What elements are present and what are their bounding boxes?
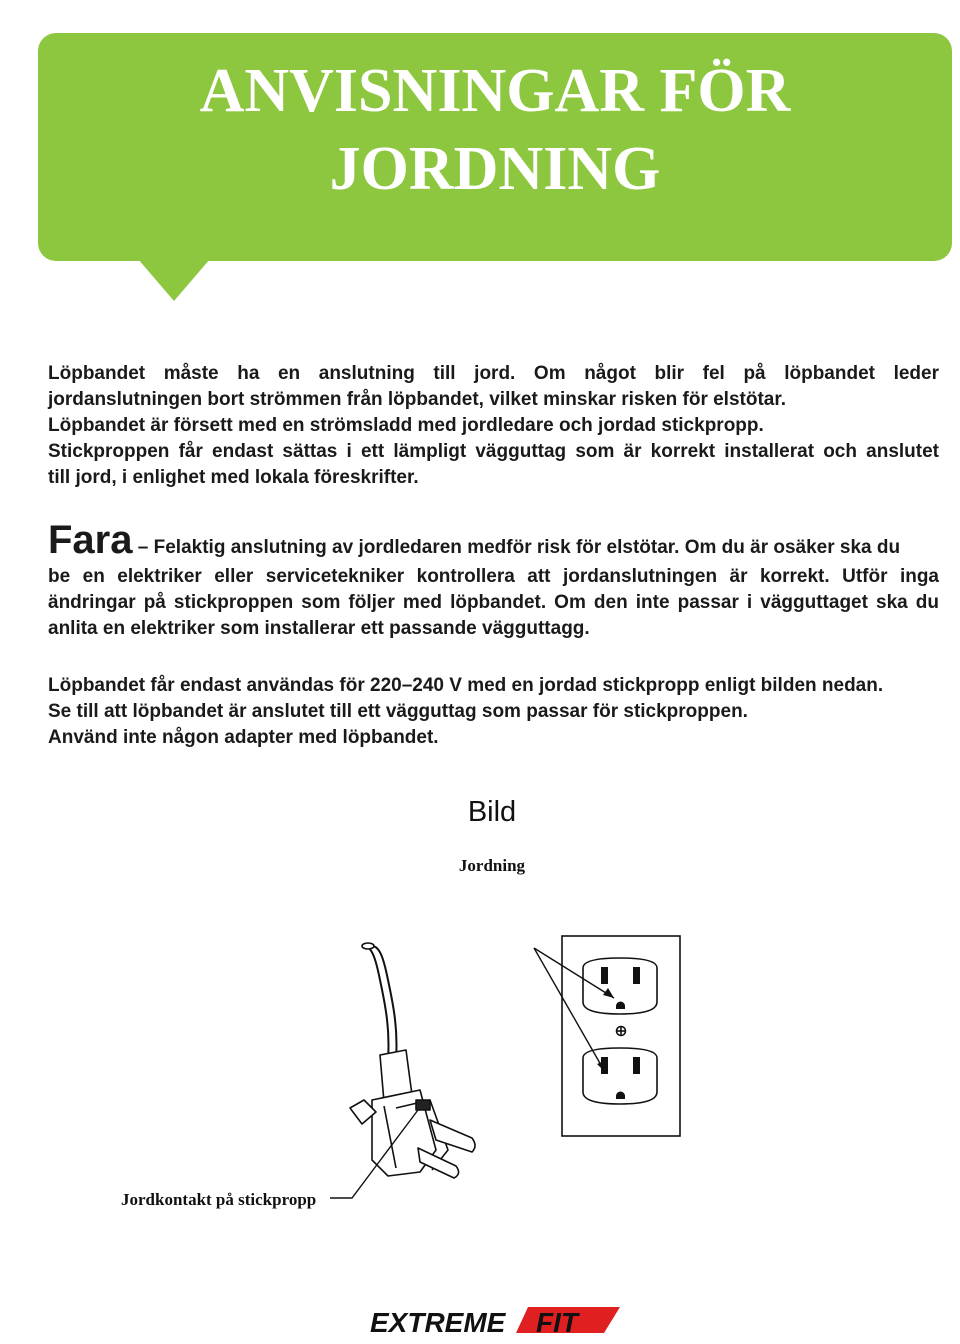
warning-line: – Felaktig anslutning av jordledaren medför risk för elstötar. Om du är osäker ska du — [132, 537, 901, 558]
wall-outlet-icon — [562, 936, 680, 1136]
extremefit-logo — [368, 1303, 620, 1337]
intro-line: till jord, i enlighet med lokala föreskrifter. — [48, 467, 419, 488]
warning-line: ändringar på stickproppen som följer med löpbandet. Om den inte passar i vägguttaget ska du — [48, 592, 939, 613]
intro-line: Stickproppen får endast sättas i ett lämpligt vägguttag som är korrekt installerat och anslutet — [48, 441, 939, 462]
usage-paragraph — [48, 673, 939, 751]
warning-heading: Fara — [48, 518, 133, 562]
warning-line: anlita en elektriker som installerar ett passande vägguttagg. — [48, 618, 590, 639]
intro-line: jordanslutningen bort strömmen från löpbandet, vilket minskar risken för elstötar. — [48, 389, 786, 410]
usage-line: Använd inte någon adapter med löpbandet. — [48, 727, 439, 748]
page-title-line1: ANVISNINGAR FÖR — [199, 57, 791, 125]
grounding-illustration — [0, 930, 960, 1230]
logo-text-fit: FIT — [536, 1307, 578, 1337]
intro-line: Löpbandet måste ha en anslutning till jord. Om något blir fel på löpbandet leder — [48, 363, 939, 384]
page-title — [38, 52, 952, 208]
usage-line: Löpbandet får endast användas för 220–240 V med en jordad stickpropp enligt bilden nedan. — [48, 675, 884, 696]
intro-line: Löpbandet är försett med en strömsladd med jordledare och jordad stickpropp. — [48, 415, 764, 436]
usage-line: Se till att löpbandet är anslutet till ett vägguttag som passar för stickproppen. — [48, 701, 748, 722]
figure-label-grounding: Jordning — [458, 856, 526, 875]
page-title-line2: JORDNING — [329, 135, 661, 203]
warning-line: be en elektriker eller servicetekniker kontrollera att jordanslutningen är korrekt. Utför inga — [48, 566, 939, 587]
warning-paragraph — [48, 520, 939, 642]
warning-first-line — [48, 520, 939, 564]
figure-label-plug-ground: Jordkontakt på stickpropp — [121, 1190, 317, 1209]
figure-caption: Bild — [467, 796, 517, 828]
intro-paragraph — [48, 361, 939, 491]
title-banner-tail — [138, 259, 210, 301]
logo-text-extreme: EXTREME — [370, 1307, 506, 1337]
plug-icon — [350, 943, 475, 1178]
